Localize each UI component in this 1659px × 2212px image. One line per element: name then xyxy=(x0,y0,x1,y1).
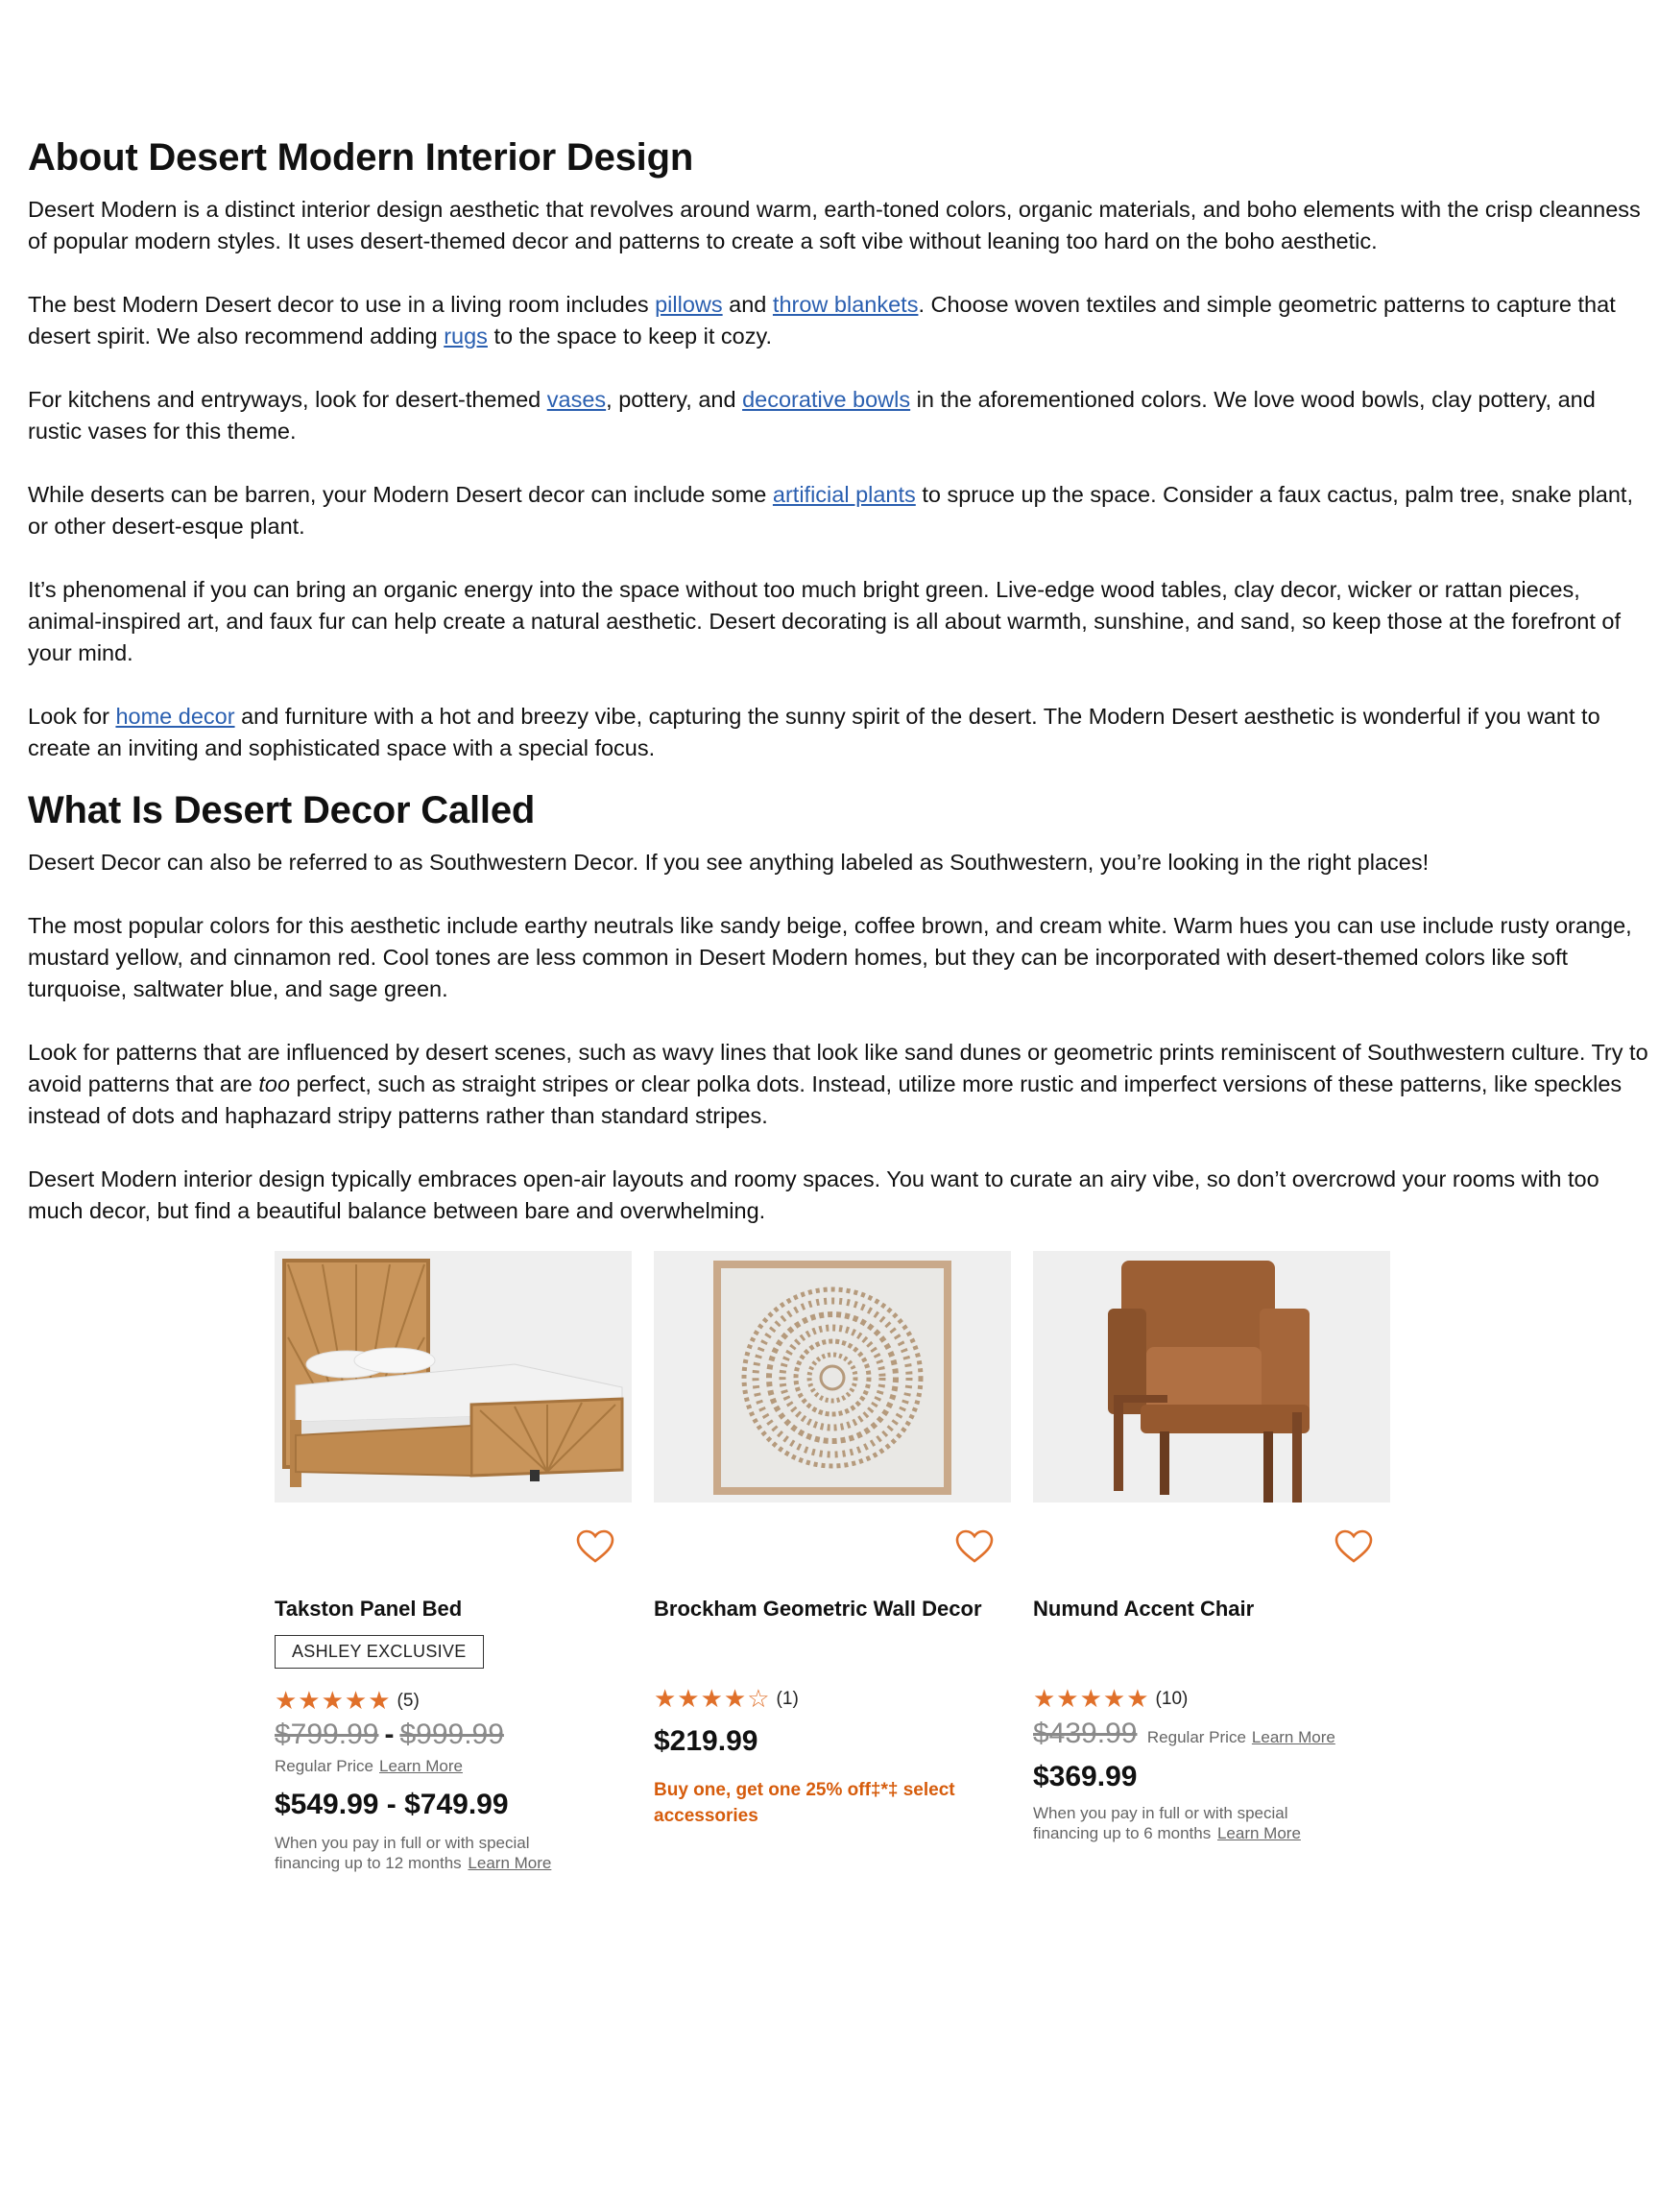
product-card-numund[interactable] xyxy=(1033,1251,1390,1842)
paragraph-layouts: Desert Modern interior design typically embraces open-air layouts and roomy spaces. You want to curate an airy vibe, so don’t overcrowd your rooms with too much decor, but find a beautiful balance between bare and overwhelming. xyxy=(28,1166,1599,1223)
old-price-row xyxy=(1033,1718,1335,1750)
product-image-wall-decor[interactable] xyxy=(654,1251,1011,1503)
learn-more-link[interactable]: Learn More xyxy=(379,1757,463,1775)
product-image-bed[interactable] xyxy=(275,1251,632,1503)
paragraph-southwestern: Desert Decor can also be referred to as Southwestern Decor. If you see anything labeled as Southwestern, you’re looking in the right places! xyxy=(28,850,1430,875)
promo-text[interactable]: Buy one, get one 25% off‡*‡ select accessories xyxy=(654,1780,955,1826)
product-image-chair[interactable] xyxy=(1033,1251,1390,1503)
paragraph-living-room: The best Modern Desert decor to use in a living room includes pillows and throw blankets. Choose woven textiles and simple geometric patterns to capture that desert spirit. We also recommend adding rugs to the space to keep it cozy. xyxy=(28,292,1616,349)
review-count: (5) xyxy=(397,1691,420,1711)
link-throw-blankets[interactable]: throw blankets xyxy=(772,292,919,317)
bed-illustration xyxy=(275,1251,632,1503)
product-carousel xyxy=(275,1251,1388,1904)
paragraph-kitchens: For kitchens and entryways, look for desert-themed vases, pottery, and decorative bowls in the aforementioned colors. We love wood bowls, clay pottery, and rustic vases for this theme. xyxy=(28,387,1596,444)
financing-learn-more-link[interactable]: Learn More xyxy=(468,1854,552,1872)
old-price-range: $799.99 - $999.99 xyxy=(275,1719,504,1750)
link-artificial-plants[interactable]: artificial plants xyxy=(772,482,916,507)
product-name[interactable]: Takston Panel Bed xyxy=(275,1597,463,1621)
section-heading-what-is: What Is Desert Decor Called xyxy=(28,789,536,831)
chair-illustration xyxy=(1033,1251,1390,1503)
sale-price: $369.99 xyxy=(1033,1761,1138,1792)
star-icons: ★★★★★ xyxy=(275,1686,392,1715)
heart-outline-icon[interactable] xyxy=(1334,1529,1373,1564)
old-price-low: $799.99 xyxy=(275,1719,379,1750)
paragraph-patterns: Look for patterns that are influenced by desert scenes, such as wavy lines that look like sand dunes or geometric prints reminiscent of Southwestern culture. Try to avoid patterns that are too perfect, such as straight stripes or clear polka dots. Instead, utilize more rustic and imperfect versions of these patterns, like speckles instead of dots and haphazard stripy patterns rather than standard stripes. xyxy=(28,1040,1648,1128)
heart-outline-icon[interactable] xyxy=(576,1529,614,1564)
product-name[interactable]: Brockham Geometric Wall Decor xyxy=(654,1597,982,1621)
rating-stars[interactable] xyxy=(1033,1684,1188,1714)
product-card-takston[interactable] xyxy=(275,1251,632,1872)
regular-price-label: Regular Price xyxy=(275,1757,373,1775)
financing-note: When you pay in full or with special financing up to 12 months Learn More xyxy=(275,1834,552,1872)
paragraph-plants: While deserts can be barren, your Modern Desert decor can include some artificial plants to spruce up the space. Consider a faux cactus, palm tree, snake plant, or other desert-esque plant. xyxy=(28,482,1633,539)
rating-stars[interactable] xyxy=(654,1684,799,1714)
exclusive-badge: ASHLEY EXCLUSIVE xyxy=(275,1635,484,1669)
link-pillows[interactable]: pillows xyxy=(655,292,723,317)
link-decorative-bowls[interactable]: decorative bowls xyxy=(742,387,911,412)
product-name[interactable]: Numund Accent Chair xyxy=(1033,1597,1255,1621)
link-rugs[interactable]: rugs xyxy=(444,324,488,349)
paragraph-colors: The most popular colors for this aesthetic include earthy neutrals like sandy beige, coffee brown, and cream white. Warm hues you can use include rusty orange, mustard yellow, and cinnamon red. Cool tones are less common in Desert Modern homes, but they can be incorporated with desert-themed colors like soft turquoise, saltwater blue, and sage green. xyxy=(28,913,1632,1001)
paragraph-intro: Desert Modern is a distinct interior design aesthetic that revolves around warm, earth-toned colors, organic materials, and boho elements with the crisp cleanness of popular modern styles. It uses desert-themed decor and patterns to create a soft vibe without leaning too hard on the boho aesthetic. xyxy=(28,197,1641,253)
link-home-decor[interactable]: home decor xyxy=(115,704,235,729)
link-vases[interactable]: vases xyxy=(546,387,607,412)
wall-decor-illustration xyxy=(654,1251,1011,1503)
financing-note: When you pay in full or with special financing up to 6 months Learn More xyxy=(1033,1804,1301,1842)
paragraph-home-decor: Look for home decor and furniture with a hot and breezy vibe, capturing the sunny spirit of the desert. The Modern Desert aesthetic is wonderful if you want to create an inviting and sophisticated space with a special focus. xyxy=(28,704,1600,760)
star-icons: ★★★★★ xyxy=(1033,1684,1150,1713)
price: $219.99 xyxy=(654,1725,758,1757)
review-count: (10) xyxy=(1155,1689,1189,1709)
regular-price-label: Regular Price xyxy=(1146,1728,1246,1746)
sale-price: $549.99 - $749.99 xyxy=(275,1789,509,1820)
old-price-high: $999.99 xyxy=(399,1719,504,1750)
article xyxy=(28,134,1650,1227)
review-count: (1) xyxy=(776,1689,799,1709)
section-heading-about: About Desert Modern Interior Design xyxy=(28,136,694,179)
regular-price-row xyxy=(275,1757,463,1776)
product-card-brockham[interactable] xyxy=(654,1251,1011,1826)
learn-more-link[interactable]: Learn More xyxy=(1251,1728,1335,1746)
heart-outline-icon[interactable] xyxy=(955,1529,994,1564)
paragraph-organic-energy: It’s phenomenal if you can bring an organic energy into the space without too much bright green. Live-edge wood tables, clay decor, wicker or rattan pieces, animal-inspired art, and faux fur can help create a natural aesthetic. Desert decorating is all about warmth, sunshine, and sand, so keep those at the forefront of your mind. xyxy=(28,577,1622,665)
financing-learn-more-link[interactable]: Learn More xyxy=(1216,1824,1301,1842)
star-icons: ★★★★☆ xyxy=(654,1684,771,1713)
old-price: $439.99 xyxy=(1033,1718,1138,1749)
rating-stars[interactable] xyxy=(275,1686,420,1716)
